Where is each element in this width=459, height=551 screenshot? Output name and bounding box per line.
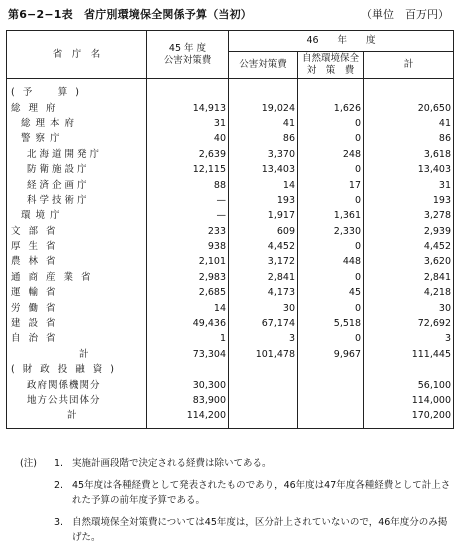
cell-year45-pollution: 2,639 [147, 147, 229, 162]
cell-year46-pollution: 14 [229, 177, 298, 192]
cell-year46-nature [298, 393, 364, 408]
cell-year45-pollution: 1 [147, 331, 229, 346]
cell-year46-pollution: 3 [229, 331, 298, 346]
row-label: 防衛施設庁 [7, 162, 147, 177]
table-header [7, 31, 454, 79]
cell-year45-pollution: 938 [147, 239, 229, 254]
cell-year45-pollution: 2,685 [147, 285, 229, 300]
table-row [7, 224, 454, 239]
cell-year46-total: 170,200 [364, 408, 454, 428]
cell-year46-nature: 0 [298, 270, 364, 285]
table-row [7, 300, 454, 315]
cell-year46-total: 41 [364, 116, 454, 131]
cell-year46-total: 72,692 [364, 316, 454, 331]
row-label: 計 [7, 408, 147, 428]
header-nature-line1: 自然環境保全 [301, 53, 359, 64]
cell-year46-nature: 0 [298, 131, 364, 146]
table-row [7, 239, 454, 254]
cell-year46-nature [298, 79, 364, 101]
cell-year46-total: 3,278 [364, 208, 454, 223]
cell-year46-nature: 2,330 [298, 224, 364, 239]
note-number: 1. [54, 458, 64, 469]
cell-year45-pollution: 233 [147, 224, 229, 239]
cell-year46-pollution: 2,841 [229, 270, 298, 285]
cell-year46-total: 31 [364, 177, 454, 192]
header-ministry: 省 庁 名 [7, 31, 147, 79]
cell-year45-pollution: — [147, 193, 229, 208]
title-row [6, 6, 453, 22]
cell-year46-pollution [229, 362, 298, 377]
table-row [7, 162, 454, 177]
cell-year46-pollution [229, 79, 298, 101]
table-row [7, 116, 454, 131]
table-row [7, 254, 454, 269]
row-label: 北海道開発庁 [7, 147, 147, 162]
cell-year46-nature: 17 [298, 177, 364, 192]
cell-year46-total: 3,620 [364, 254, 454, 269]
cell-year46-pollution: 86 [229, 131, 298, 146]
table-row [7, 208, 454, 223]
cell-year46-total: 4,452 [364, 239, 454, 254]
cell-year45-pollution: 114,200 [147, 408, 229, 428]
row-label: 労働省 [7, 300, 147, 315]
cell-year45-pollution: 12,115 [147, 162, 229, 177]
header-year45 [147, 31, 229, 79]
header-nature [298, 52, 364, 79]
cell-year46-pollution: 4,452 [229, 239, 298, 254]
table-row [7, 270, 454, 285]
note-number: 2. [54, 480, 64, 491]
row-label: 文部省 [7, 224, 147, 239]
row-label: 通商産業省 [7, 270, 147, 285]
table-row [7, 147, 454, 162]
table-row [7, 79, 454, 101]
header-pollution: 公害対策費 [229, 52, 298, 79]
cell-year46-nature: 0 [298, 239, 364, 254]
cell-year45-pollution: 73,304 [147, 347, 229, 362]
cell-year45-pollution: 14 [147, 300, 229, 315]
cell-year45-pollution: 40 [147, 131, 229, 146]
cell-year46-pollution [229, 377, 298, 392]
cell-year46-pollution: 19,024 [229, 100, 298, 115]
table-row [7, 331, 454, 346]
note-text: 45年度は各種経費として発表されたものであり，46年度は47年度各種経費として計上された予算の前年度予算である。 [72, 480, 451, 506]
unit-label: （単位 百万円） [361, 8, 449, 21]
cell-year46-pollution: 101,478 [229, 347, 298, 362]
header-total: 計 [364, 52, 454, 79]
cell-year46-pollution: 4,173 [229, 285, 298, 300]
cell-year46-nature: 248 [298, 147, 364, 162]
notes-label: (注) [20, 458, 37, 469]
row-label: 自治省 [7, 331, 147, 346]
cell-year46-nature: 1,626 [298, 100, 364, 115]
cell-year46-total: 86 [364, 131, 454, 146]
table-row [7, 100, 454, 115]
cell-year46-total [364, 362, 454, 377]
cell-year46-total: 13,403 [364, 162, 454, 177]
row-label: 計 [7, 347, 147, 362]
row-label: 経済企画庁 [7, 177, 147, 192]
row-label: 厚生省 [7, 239, 147, 254]
cell-year46-total: 56,100 [364, 377, 454, 392]
cell-year46-pollution: 3,370 [229, 147, 298, 162]
cell-year46-total: 114,000 [364, 393, 454, 408]
cell-year46-total: 111,445 [364, 347, 454, 362]
row-label: (予 算) [7, 79, 147, 101]
note-text: 自然環境保全対策費については45年度は，区分計上されていないので，46年度分のみ掲げた。 [72, 517, 448, 543]
note-text: 実施計画段階で決定される経費は除いてある。 [72, 458, 272, 469]
cell-year46-nature [298, 377, 364, 392]
cell-year46-nature: 0 [298, 162, 364, 177]
note-number: 3. [54, 517, 64, 528]
cell-year46-nature: 1,361 [298, 208, 364, 223]
cell-year46-nature [298, 408, 364, 428]
cell-year46-pollution: 13,403 [229, 162, 298, 177]
header-nature-line2: 対 策 費 [306, 65, 355, 76]
row-label: 科学技術庁 [7, 193, 147, 208]
table-row [7, 193, 454, 208]
cell-year45-pollution: 14,913 [147, 100, 229, 115]
table-row [7, 131, 454, 146]
cell-year45-pollution: 31 [147, 116, 229, 131]
cell-year46-total: 2,939 [364, 224, 454, 239]
cell-year46-total: 193 [364, 193, 454, 208]
table-row [7, 362, 454, 377]
cell-year46-pollution: 67,174 [229, 316, 298, 331]
cell-year46-pollution [229, 408, 298, 428]
row-label: 総理本府 [7, 116, 147, 131]
cell-year45-pollution: 49,436 [147, 316, 229, 331]
cell-year45-pollution: — [147, 208, 229, 223]
cell-year45-pollution: 2,101 [147, 254, 229, 269]
header-year45-sub: 公害対策費 [163, 54, 212, 66]
row-label: 警察庁 [7, 131, 147, 146]
row-label: (財政投融資) [7, 362, 147, 377]
cell-year45-pollution: 2,983 [147, 270, 229, 285]
row-label: 総理府 [7, 100, 147, 115]
table-row [7, 377, 454, 392]
cell-year45-pollution: 30,300 [147, 377, 229, 392]
cell-year46-pollution: 1,917 [229, 208, 298, 223]
cell-year46-pollution: 3,172 [229, 254, 298, 269]
cell-year45-pollution [147, 362, 229, 377]
cell-year46-nature: 0 [298, 116, 364, 131]
cell-year46-nature [298, 362, 364, 377]
row-label: 環境庁 [7, 208, 147, 223]
cell-year46-nature: 0 [298, 193, 364, 208]
table-row [7, 177, 454, 192]
cell-year46-total: 30 [364, 300, 454, 315]
cell-year46-nature: 0 [298, 300, 364, 315]
budget-table [6, 30, 454, 429]
table-title: 第6−2−1表 省庁別環境保全関係予算（当初） [8, 8, 252, 21]
table-row [7, 393, 454, 408]
cell-year46-total [364, 79, 454, 101]
cell-year46-nature: 448 [298, 254, 364, 269]
cell-year45-pollution: 88 [147, 177, 229, 192]
cell-year46-total: 3 [364, 331, 454, 346]
cell-year46-nature: 5,518 [298, 316, 364, 331]
table-body [7, 79, 454, 429]
cell-year46-total: 20,650 [364, 100, 454, 115]
cell-year46-pollution: 41 [229, 116, 298, 131]
cell-year46-total: 3,618 [364, 147, 454, 162]
cell-year46-pollution: 30 [229, 300, 298, 315]
cell-year46-nature: 9,967 [298, 347, 364, 362]
header-year45-label: 45 年 度 [168, 42, 207, 54]
table-row [7, 285, 454, 300]
cell-year46-pollution: 193 [229, 193, 298, 208]
cell-year45-pollution [147, 79, 229, 101]
cell-year46-total: 2,841 [364, 270, 454, 285]
cell-year46-nature: 45 [298, 285, 364, 300]
cell-year46-total: 4,218 [364, 285, 454, 300]
row-label: 政府関係機関分 [7, 377, 147, 392]
header-year46: 46 年 度 [229, 31, 454, 52]
table-row [7, 408, 454, 428]
cell-year45-pollution: 83,900 [147, 393, 229, 408]
table-row [7, 316, 454, 331]
row-label: 運輸省 [7, 285, 147, 300]
table-row [7, 347, 454, 362]
cell-year46-pollution [229, 393, 298, 408]
row-label: 地方公共団体分 [7, 393, 147, 408]
row-label: 農林省 [7, 254, 147, 269]
row-label: 建設省 [7, 316, 147, 331]
cell-year46-pollution: 609 [229, 224, 298, 239]
cell-year46-nature: 0 [298, 331, 364, 346]
